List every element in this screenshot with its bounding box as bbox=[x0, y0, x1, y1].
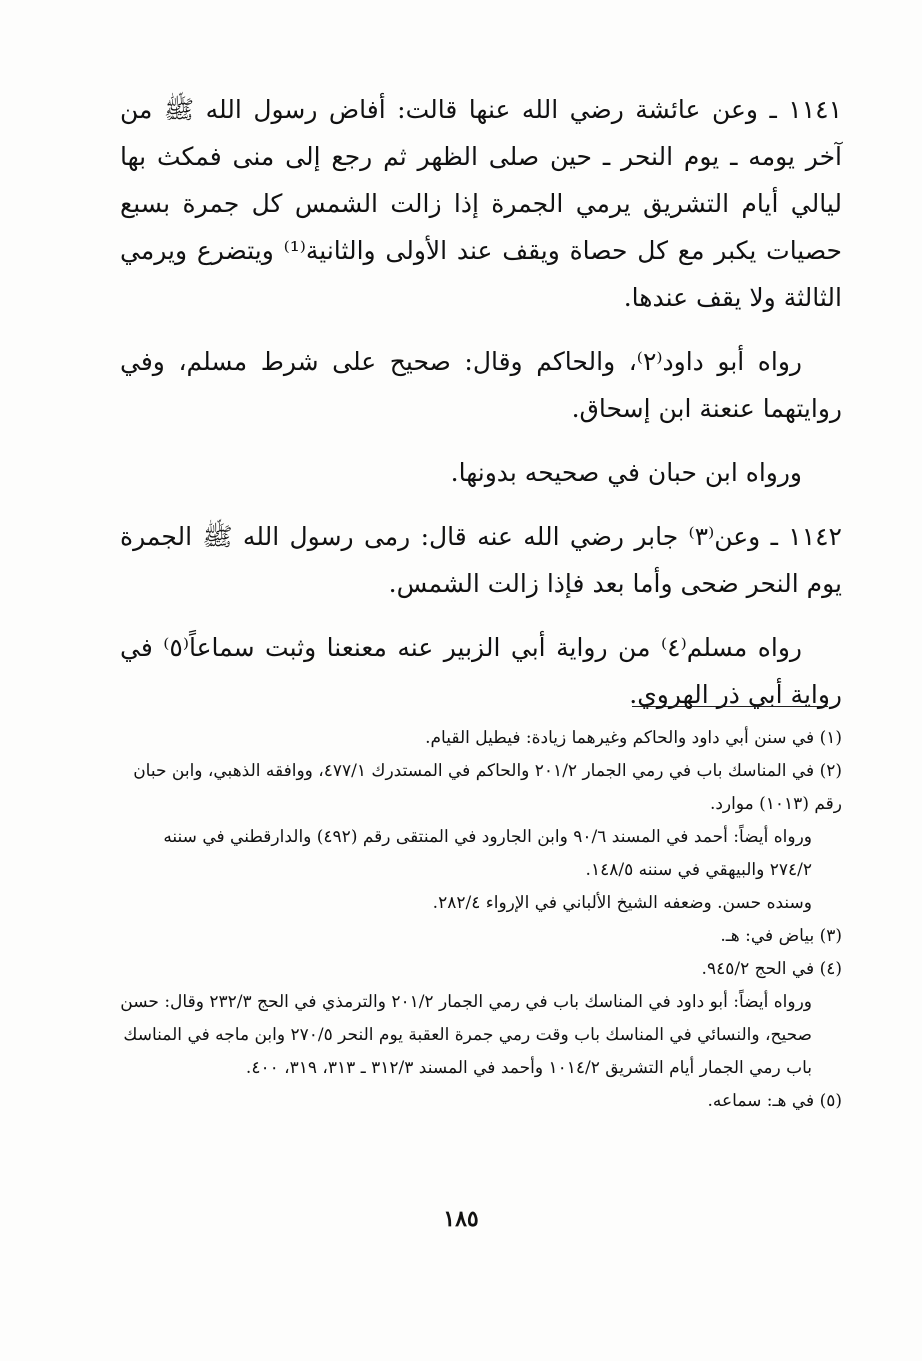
footnote-3: (٣) بياض في: هـ. bbox=[720, 926, 842, 946]
page-number: ١٨٥ bbox=[443, 1206, 479, 1232]
footnote-4: (٤) في الحج ٩٤٥/٢. bbox=[701, 959, 842, 979]
hadith-1141-source: رواه أبو داود⁽٢⁾، والحاكم وقال: صحيح على شرط مسلم، وفي روايتهما عنعنة ابن إسحاق. bbox=[120, 347, 842, 423]
hadith-1141-ibn-hibban: ورواه ابن حبان في صحيحه بدونها. bbox=[450, 458, 802, 487]
footnote-2-grading: وسنده حسن. وضعفه الشيخ الألباني في الإرواء ٢٨٢/٤. bbox=[432, 893, 812, 913]
footnote-5: (٥) في هـ: سماعه. bbox=[707, 1091, 842, 1111]
hadith-1141: ١١٤١ ـ وعن عائشة رضي الله عنها قالت: أفاض رسول الله ﷺ من آخر يومه ـ يوم النحر ـ حين صلى الظهر ثم رجع إلى منى فمكث بها ليالي أيام التشريق يرمي الجمرة إذا زالت الشمس كل جمرة بسبع حصيات يكبر مع كل حصاة ويقف عند الأولى والثانية⁽¹⁾ ويتضرع ويرمي الثالثة ولا يقف عندها. bbox=[120, 95, 842, 312]
footnote-4-more-sources: ورواه أيضاً: أبو داود في المناسك باب في رمي الجمار ٢٠١/٢ والترمذي في الحج ٢٣٢/٣ وقال: حسن صحيح، والنسائي في المناسك باب وقت رمي جمرة العقبة يوم النحر ٢٧٠/٥ وابن ماجه في المناسك باب رمي الجمار أيام التشريق ١٠١٤/٢ وأحمد في المسند ٣١٢/٣ ـ ٣١٣، ٣١٩، ٤٠٠. bbox=[120, 992, 812, 1078]
footnote-1: (١) في سنن أبي داود والحاكم وغيرهما زيادة: فيطيل القيام. bbox=[425, 728, 842, 748]
footnotes bbox=[120, 722, 842, 1118]
main-text bbox=[120, 86, 842, 735]
hadith-1142: ١١٤٢ ـ وعن⁽٣⁾ جابر رضي الله عنه قال: رمى رسول الله ﷺ الجمرة يوم النحر ضحى وأما بعد فإذا زالت الشمس. bbox=[120, 522, 842, 598]
hadith-1142-source: رواه مسلم⁽٤⁾ من رواية أبي الزبير عنه معنعنا وثبت سماعاً⁽٥⁾ في رواية أبي ذر الهروي. bbox=[120, 633, 842, 709]
footnote-divider bbox=[632, 706, 828, 707]
footnote-2-more-sources: ورواه أيضاً: أحمد في المسند ٩٠/٦ وابن الجارود في المنتقى رقم (٤٩٢) والدارقطني في سننه ٢٧٤/٢ والبيهقي في سننه ١٤٨/٥. bbox=[163, 827, 812, 880]
footnote-2: (٢) في المناسك باب في رمي الجمار ٢٠١/٢ والحاكم في المستدرك ٤٧٧/١، ووافقه الذهبي، وابن حبان رقم (١٠١٣) موارد. bbox=[133, 761, 842, 814]
